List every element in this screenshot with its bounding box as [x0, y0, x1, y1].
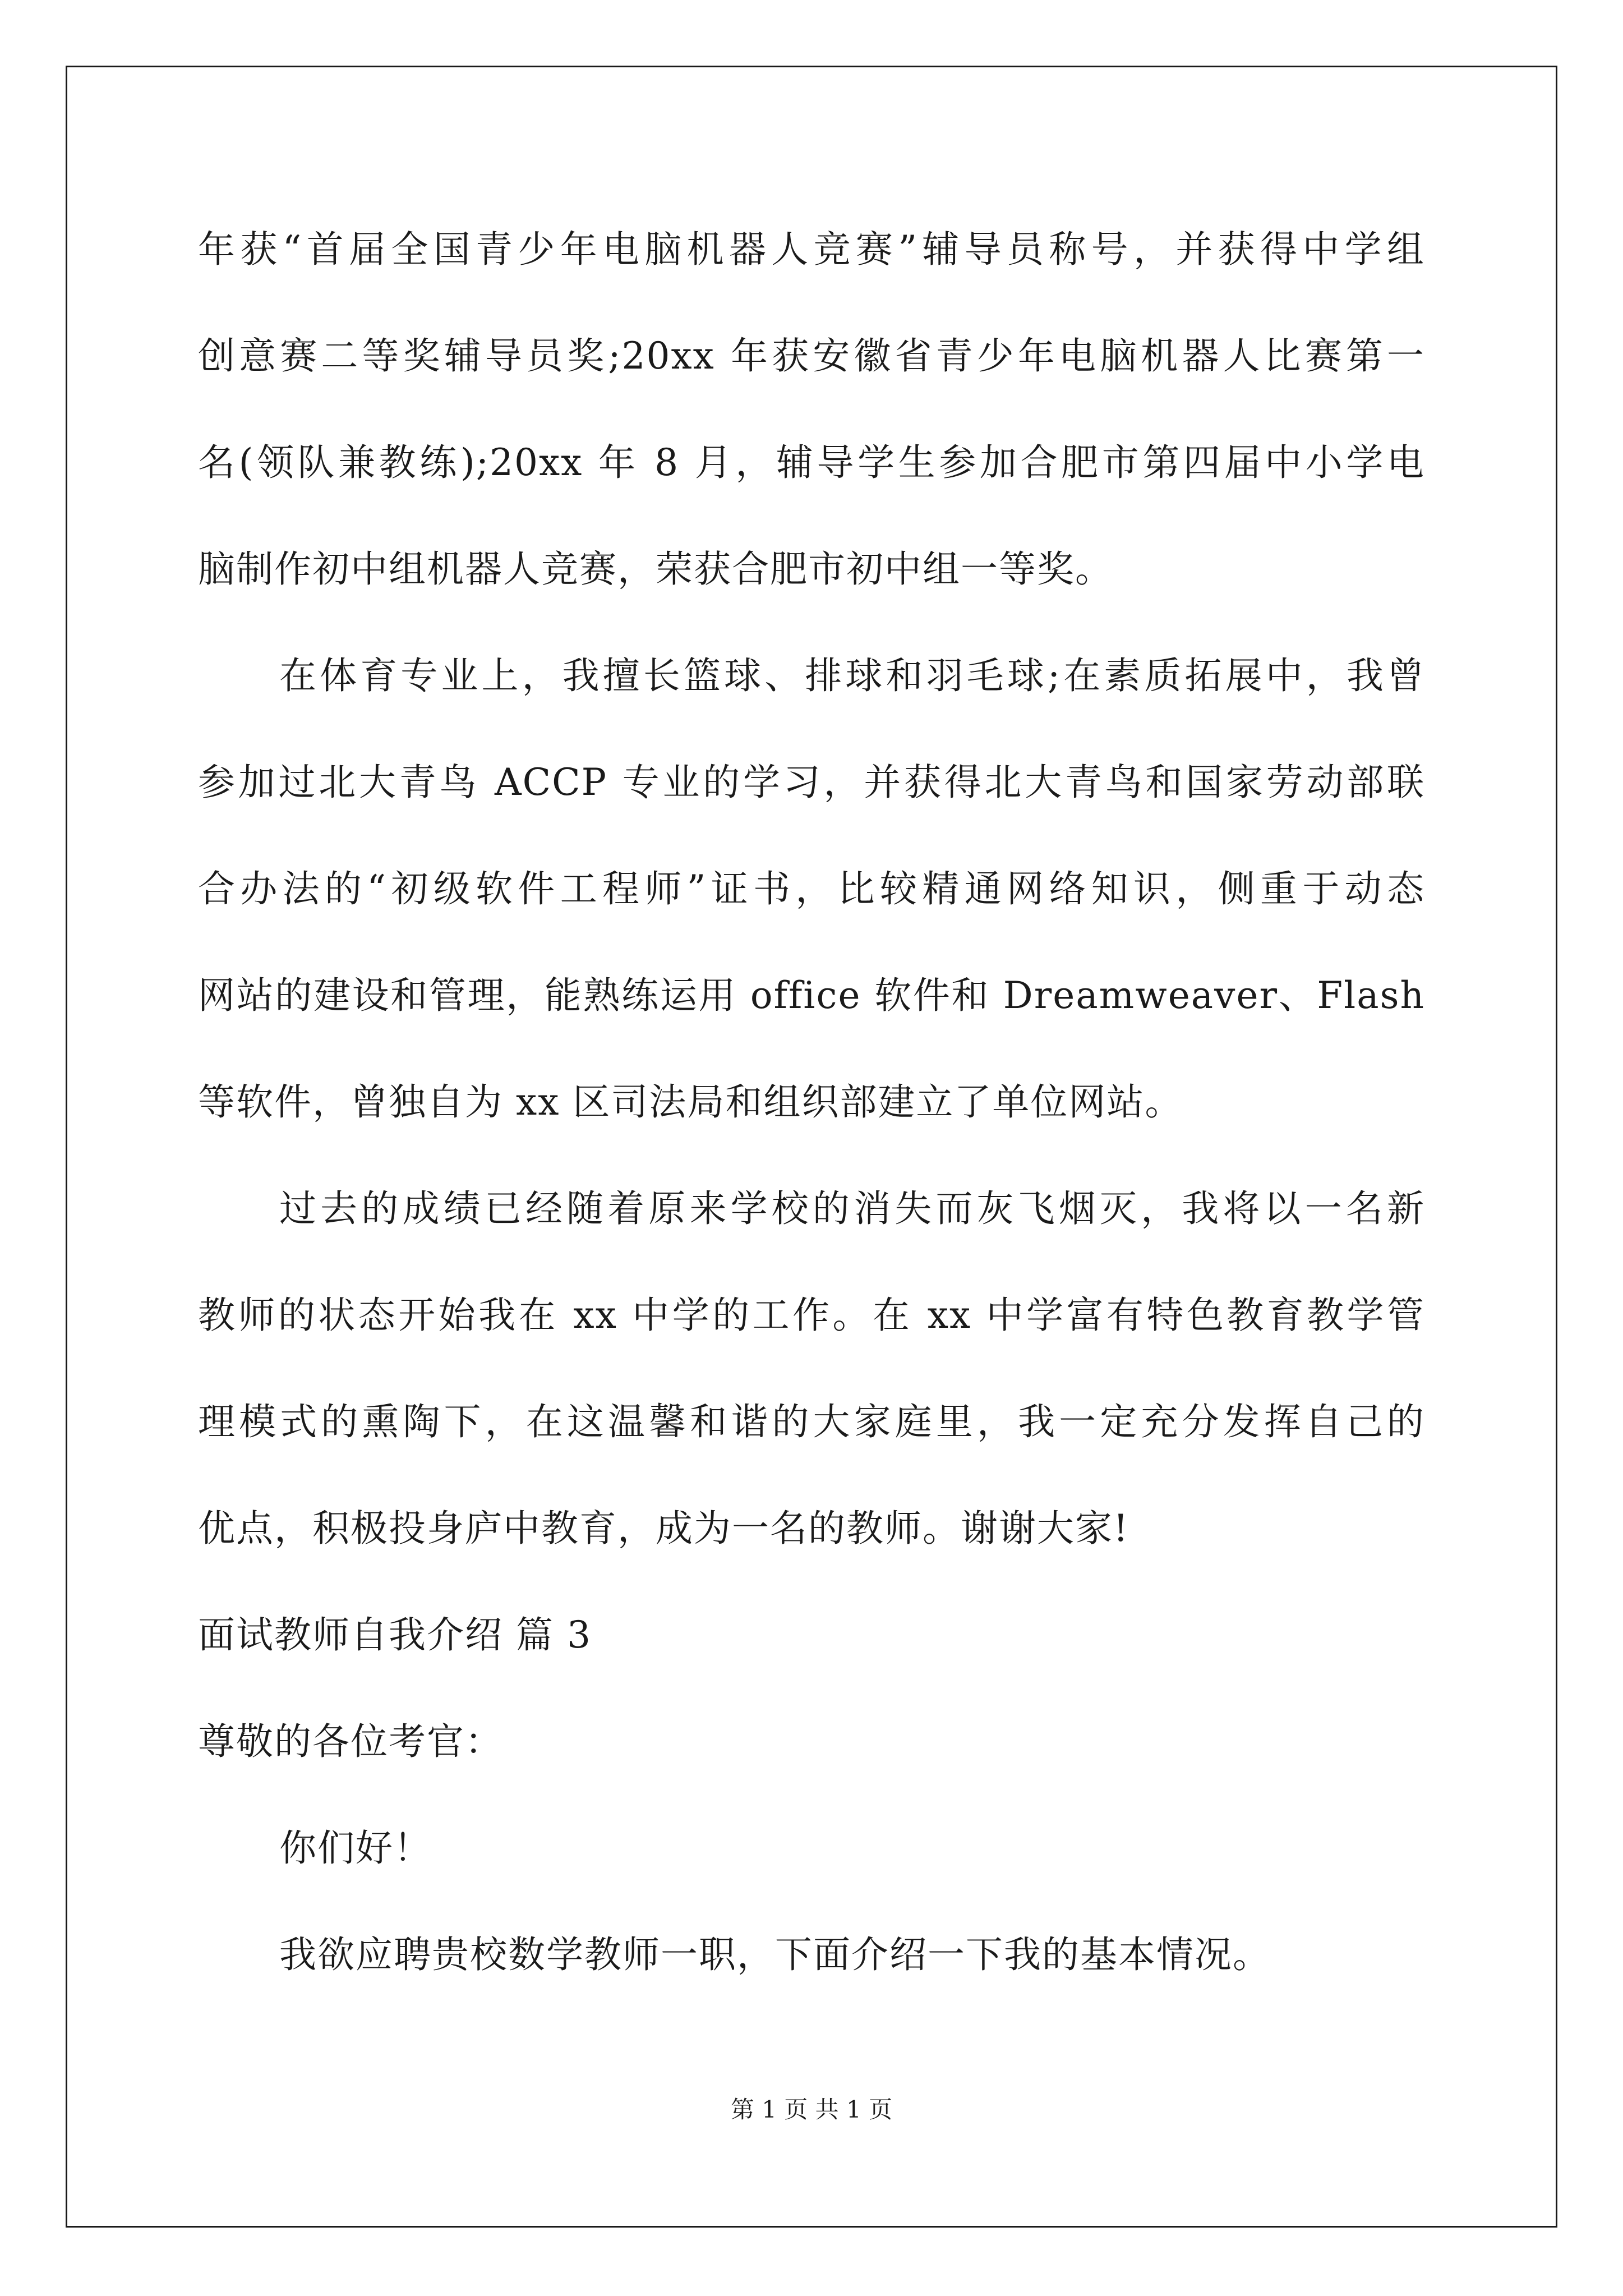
paragraph-start-line: 我欲应聘贵校数学教师一职，下面介绍一下我的基本情况。	[279, 1933, 1271, 1976]
paragraph-start-line: 过去的成绩已经随着原来学校的消失而灰飞烟灭，我将以一名新	[279, 1187, 1425, 1230]
text-line: 网站的建设和管理，能熟练运用 office 软件和 Dreamweaver、Flash	[198, 974, 1425, 1017]
text-line: 脑制作初中组机器人竞赛，荣获合肥市初中组一等奖。	[198, 547, 1113, 591]
text-line: 等软件，曾独自为 xx 区司法局和组织部建立了单位网站。	[198, 1080, 1183, 1124]
text-line: 合办法的“初级软件工程师”证书，比较精通网络知识，侧重于动态	[198, 867, 1425, 910]
text-line: 教师的状态开始我在 xx 中学的工作。在 xx 中学富有特色教育教学管	[198, 1294, 1425, 1337]
text-line: 名(领队兼教练);20xx 年 8 月，辅导学生参加合肥市第四届中小学电	[198, 441, 1425, 484]
text-line: 年获“首届全国青少年电脑机器人竞赛”辅导员称号，并获得中学组	[198, 228, 1425, 271]
text-line: 创意赛二等奖辅导员奖;20xx 年获安徽省青少年电脑机器人比赛第一	[198, 334, 1425, 378]
salutation: 尊敬的各位考官：	[198, 1720, 503, 1763]
greeting: 你们好！	[279, 1826, 432, 1870]
text-line: 优点，积极投身庐中教育，成为一名的教师。谢谢大家!	[198, 1507, 1129, 1550]
section-heading: 面试教师自我介绍 篇 3	[198, 1613, 592, 1657]
text-line: 参加过北大青鸟 ACCP 专业的学习，并获得北大青鸟和国家劳动部联	[198, 761, 1425, 804]
page-number-footer: 第 1 页 共 1 页	[730, 2096, 893, 2123]
document-body	[198, 208, 1425, 2019]
paragraph-start-line: 在体育专业上，我擅长篮球、排球和羽毛球;在素质拓展中，我曾	[279, 654, 1425, 697]
text-line: 理模式的熏陶下，在这温馨和谐的大家庭里，我一定充分发挥自己的	[198, 1400, 1425, 1443]
